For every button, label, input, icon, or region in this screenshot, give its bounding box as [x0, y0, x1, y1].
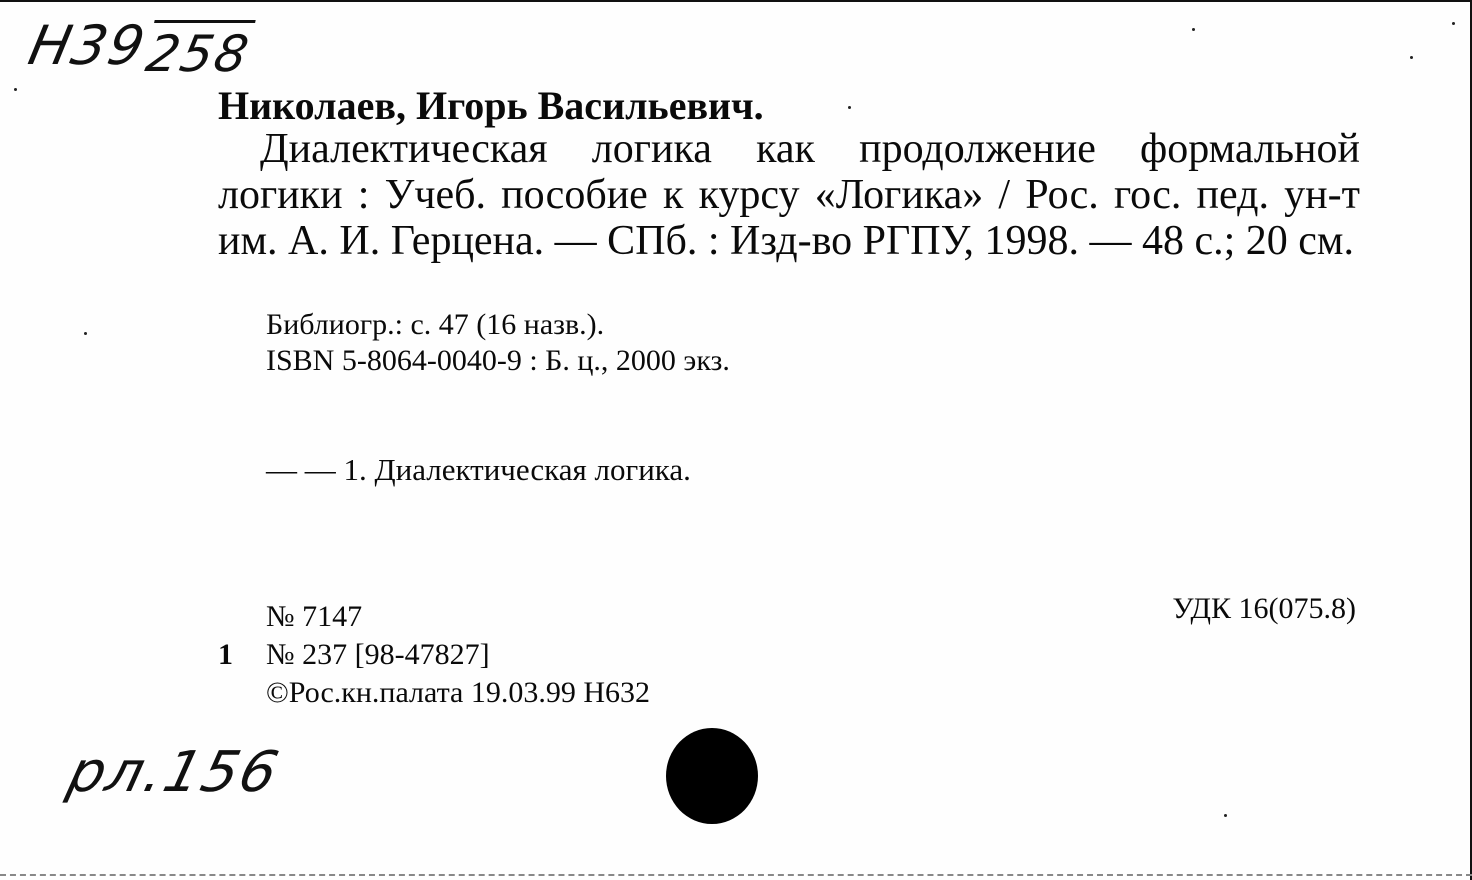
handwritten-shelf-number: 258: [141, 20, 256, 83]
copies-count: 1: [218, 638, 233, 671]
scan-speck: [1452, 22, 1455, 25]
scan-speck: [848, 106, 851, 109]
subject-heading: — — 1. Диалектическая логика.: [266, 452, 691, 487]
handwritten-shelf-mark: Н39: [23, 14, 153, 77]
card-punch-hole: [666, 728, 758, 824]
record-number-1: № 7147: [266, 600, 363, 633]
author-heading: Николаев, Игорь Васильевич.: [218, 83, 764, 128]
card-bottom-edge: [0, 874, 1472, 876]
bibliography-note: Библиогр.: с. 47 (16 назв.).: [266, 308, 605, 341]
scan-speck: [1410, 56, 1413, 59]
title-description: Диалектическая логика как продолжение формальной логики : Учеб. пособие к курсу «Логика» / Рос. гос. пед. ун-т им. А. И. Герцена. — СПб. : Изд-во РГПУ, 1998. — 48 с.; 20 см.: [218, 126, 1360, 264]
scan-speck: [1224, 814, 1227, 817]
scan-speck: [84, 332, 87, 335]
isbn-note: ISBN 5-8064-0040-9 : Б. ц., 2000 экз.: [266, 344, 730, 377]
book-chamber-stamp: ©Рос.кн.палата 19.03.99 Н632: [266, 676, 651, 709]
handwritten-bottom-mark: рл.156: [61, 740, 287, 805]
scan-speck: [14, 88, 17, 91]
udk-code: УДК 16(075.8): [1172, 592, 1356, 625]
record-number-2: № 237 [98-47827]: [266, 638, 490, 671]
scan-speck: [1192, 28, 1195, 31]
